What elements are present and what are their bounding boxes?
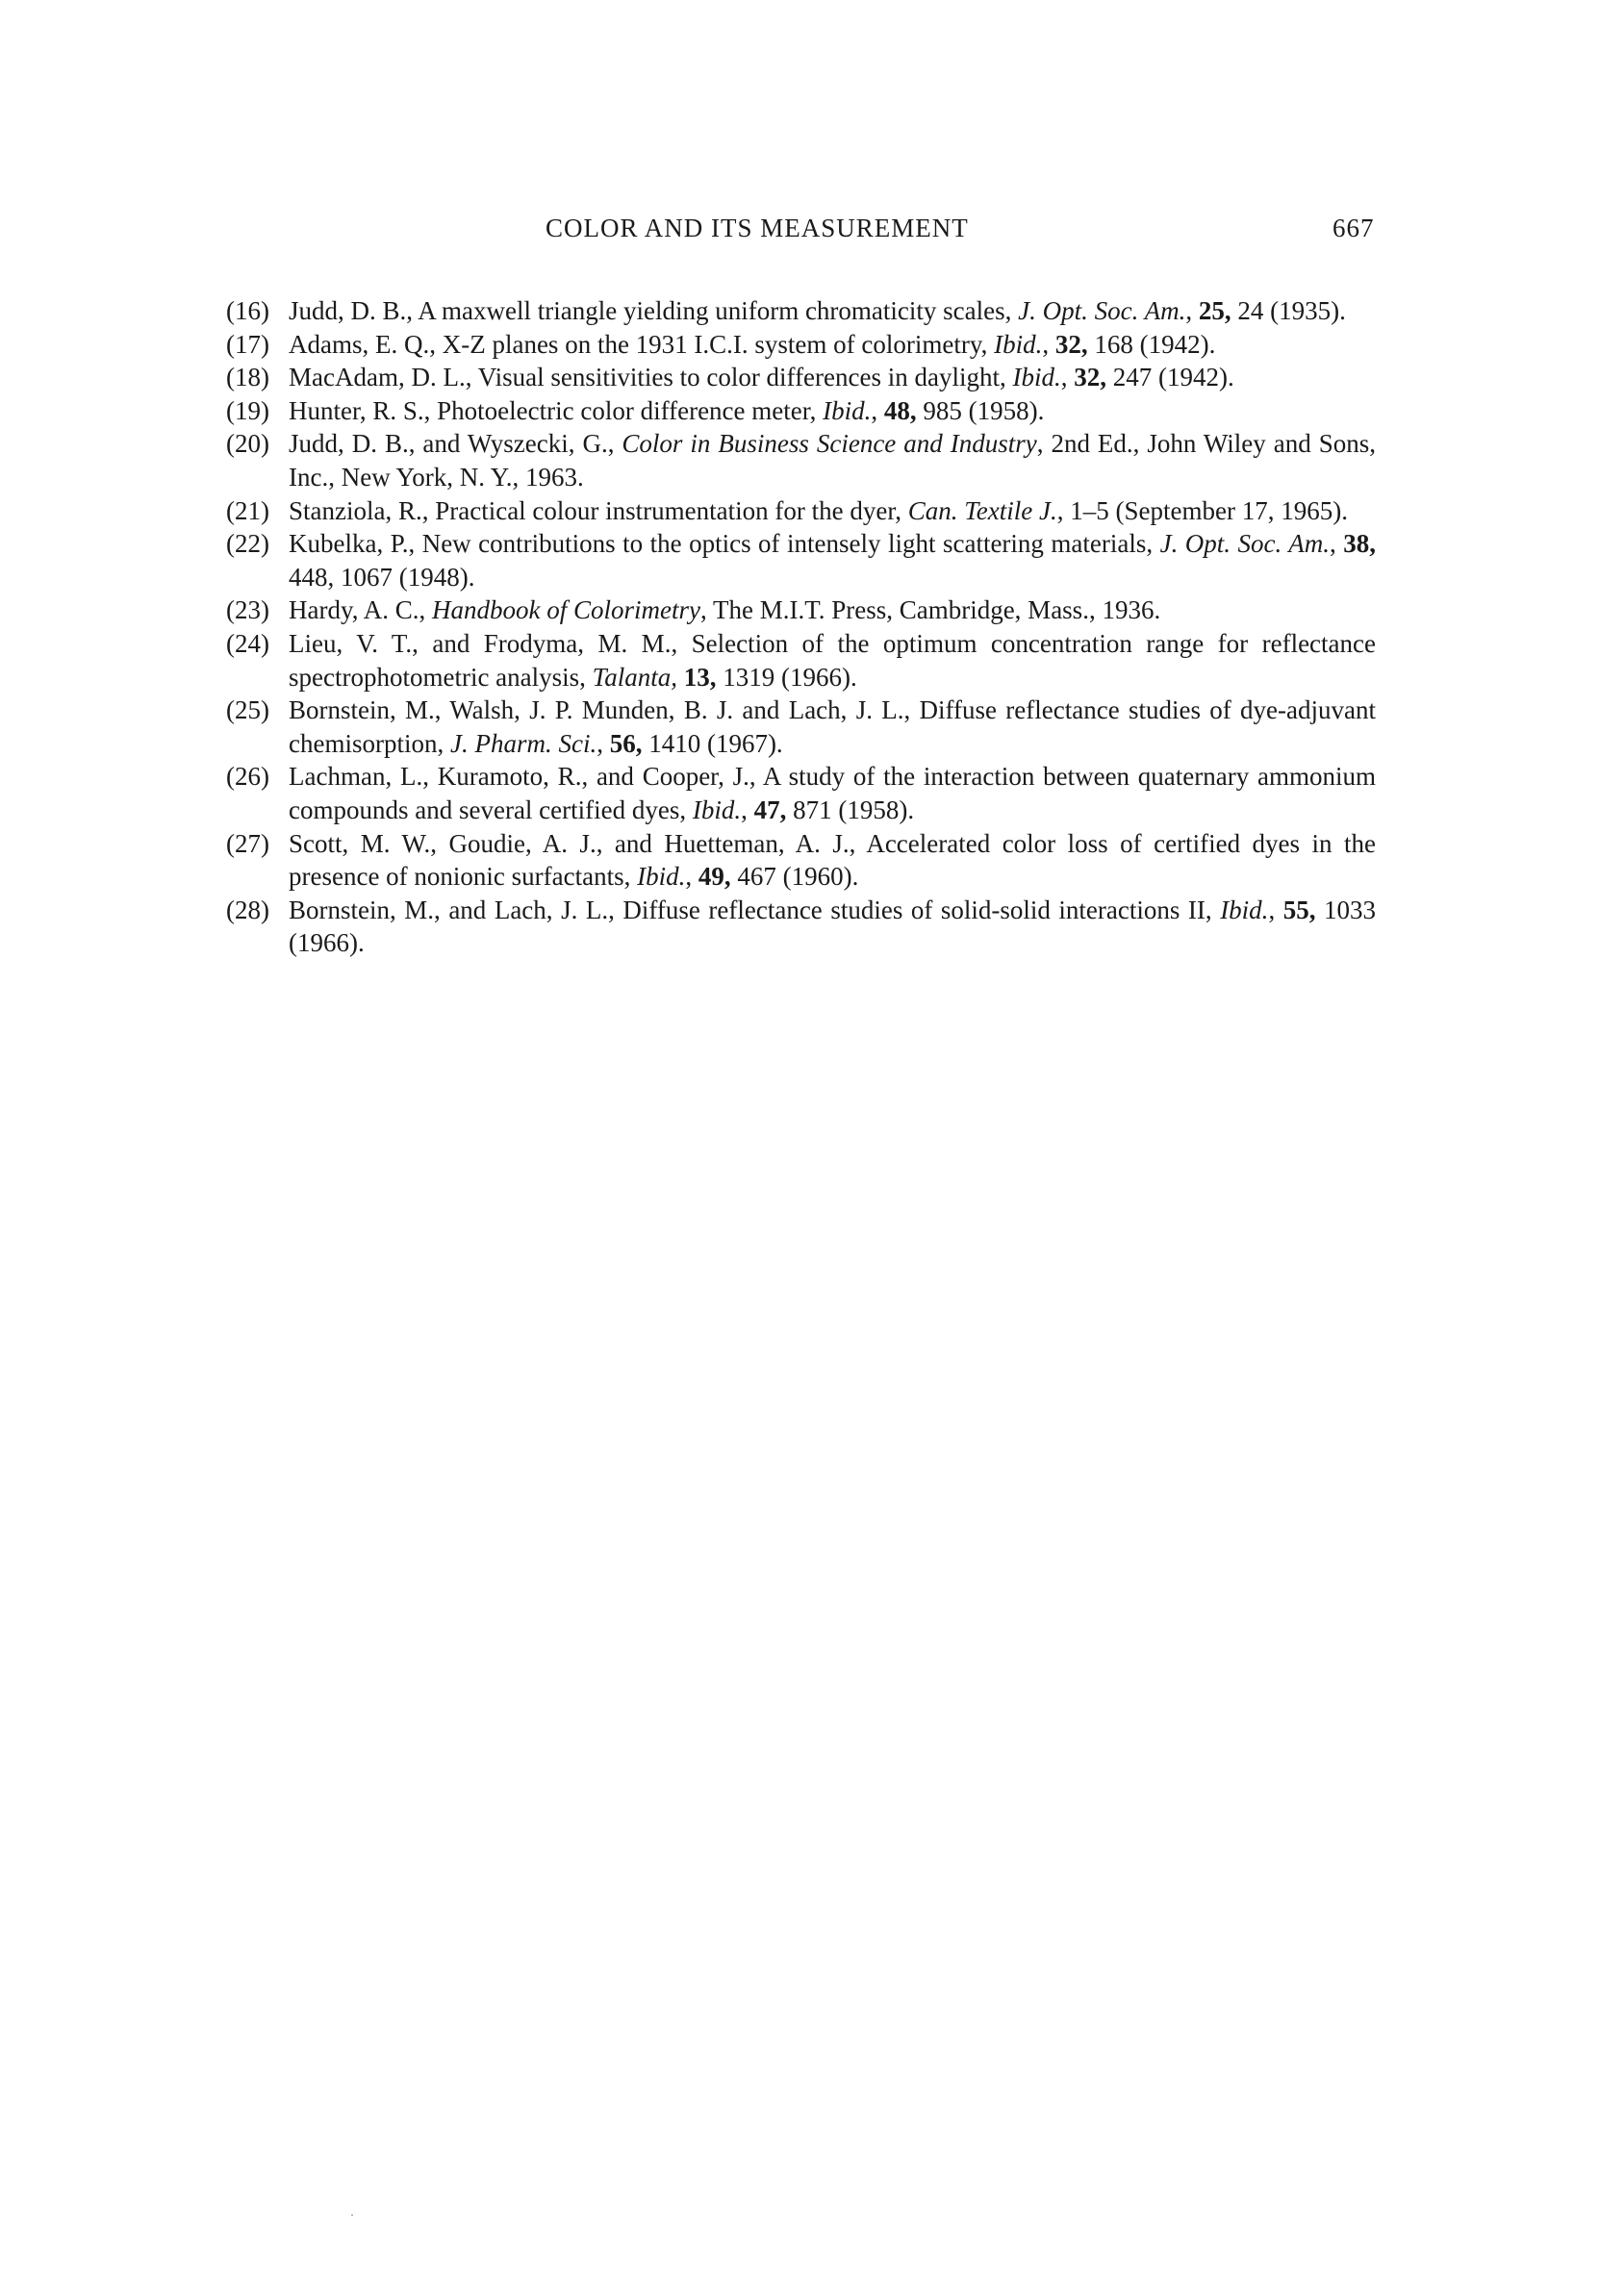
reference-text-run: 985 (1958). <box>916 395 1045 425</box>
reference-item <box>226 294 1376 328</box>
reference-italic-text: Can. Textile J. <box>907 495 1057 525</box>
reference-number: (26) <box>226 762 269 792</box>
reference-text-run: Adams, E. Q., X-Z planes on the 1931 I.C.I. system of colorimetry, <box>289 329 995 359</box>
reference-text-run: MacAdam, D. L., Visual sensitivities to color differences in daylight, <box>289 363 1013 392</box>
reference-number: (20) <box>226 429 269 459</box>
reference-text-run: Bornstein, M., and Lach, J. L., Diffuse reflectance studies of solid-solid interactions II, <box>289 895 1221 924</box>
reference-number: (24) <box>226 628 269 658</box>
reference-text-run: Stanziola, R., Practical colour instrumentation for the dyer, <box>289 495 908 525</box>
reference-text-run: Scott, M. W., Goudie, A. J., and Huetteman, A. J., Accelerated color loss of certified dyes in the presence of nonionic surfactants, <box>289 828 1376 892</box>
reference-item <box>226 627 1376 694</box>
reference-item <box>226 427 1376 493</box>
running-title: COLOR AND ITS MEASUREMENT <box>546 214 969 242</box>
reference-volume: 32, <box>1054 329 1088 359</box>
reference-text <box>289 494 1376 528</box>
reference-text-run: 467 (1960). <box>730 862 859 892</box>
reference-italic-text: Ibid. <box>692 795 742 824</box>
reference-text-run: Hardy, A. C., <box>289 595 432 625</box>
reference-item <box>226 527 1376 593</box>
reference-text <box>289 894 1376 960</box>
reference-italic-text: Color in Business Science and Industry <box>622 429 1037 459</box>
reference-text-run: , <box>596 728 610 758</box>
reference-text <box>289 394 1376 428</box>
reference-text-run: , <box>871 395 884 425</box>
scan-speck <box>351 2214 353 2216</box>
reference-text <box>289 427 1376 493</box>
reference-text-run: , <box>1185 296 1199 325</box>
reference-text <box>289 527 1376 593</box>
reference-item <box>226 361 1376 394</box>
reference-volume: 55, <box>1282 895 1316 924</box>
running-head <box>0 214 1599 252</box>
reference-italic-text: Ibid. <box>994 329 1043 359</box>
reference-text-run: , <box>685 862 698 892</box>
reference-text-run: 247 (1942). <box>1105 363 1234 392</box>
reference-text-run: 24 (1935). <box>1231 296 1346 325</box>
reference-item <box>226 394 1376 428</box>
reference-item <box>226 894 1376 960</box>
reference-text <box>289 328 1376 362</box>
reference-text-run: 168 (1942). <box>1087 329 1216 359</box>
reference-volume: 25, <box>1198 296 1231 325</box>
reference-text-run: Hunter, R. S., Photoelectric color difference meter, <box>289 395 824 425</box>
reference-text-run: , <box>1060 363 1075 392</box>
reference-item <box>226 494 1376 528</box>
reference-italic-text: Handbook of Colorimetry <box>432 595 700 625</box>
reference-text-run: Judd, D. B., and Wyszecki, G., <box>289 429 622 459</box>
reference-number: (21) <box>226 495 269 525</box>
reference-text-run: 871 (1958). <box>786 795 915 824</box>
reference-italic-text: Ibid. <box>1220 895 1269 924</box>
reference-number: (25) <box>226 695 269 725</box>
reference-volume: 13, <box>683 662 717 692</box>
reference-number: (28) <box>226 895 269 924</box>
reference-italic-text: Talanta, <box>592 662 677 692</box>
reference-text-run: Lachman, L., Kuramoto, R., and Cooper, J., A study of the interaction between quaternary ammonium compounds and several certified dyes, <box>289 762 1376 824</box>
reference-item <box>226 593 1376 627</box>
reference-number: (17) <box>226 329 269 359</box>
reference-volume: 48, <box>883 395 917 425</box>
reference-text <box>289 627 1376 694</box>
page-number: 667 <box>1332 214 1375 242</box>
reference-italic-text: Ibid. <box>637 862 686 892</box>
reference-number: (19) <box>226 395 269 425</box>
reference-text <box>289 694 1376 760</box>
reference-number: (18) <box>226 363 269 392</box>
reference-volume: 38, <box>1343 529 1376 559</box>
reference-number: (16) <box>226 296 269 325</box>
reference-text-run: 1319 (1966). <box>716 662 857 692</box>
reference-volume: 47, <box>753 795 787 824</box>
reference-text-run: , The M.I.T. Press, Cambridge, Mass., 1936. <box>699 595 1161 625</box>
reference-italic-text: J. Opt. Soc. Am. <box>1159 529 1331 559</box>
reference-list <box>226 294 1376 960</box>
reference-volume: 56, <box>609 728 643 758</box>
reference-item <box>226 827 1376 894</box>
reference-text <box>289 760 1376 826</box>
reference-text-run: Lieu, V. T., and Frodyma, M. M., Selection of the optimum concentration range for reflectance spectrophotometric analysis, <box>289 628 1376 692</box>
reference-volume: 49, <box>698 862 731 892</box>
reference-text-run: , <box>741 795 754 824</box>
reference-text-run: 1410 (1967). <box>642 728 783 758</box>
reference-item <box>226 760 1376 826</box>
reference-text-run: , 1–5 (September 17, 1965). <box>1056 495 1348 525</box>
reference-number: (27) <box>226 828 269 858</box>
reference-text <box>289 593 1376 627</box>
reference-text-run: , <box>1330 529 1344 559</box>
reference-italic-text: Ibid. <box>1012 363 1061 392</box>
reference-italic-text: Ibid. <box>823 395 872 425</box>
reference-italic-text: J. Pharm. Sci. <box>449 728 597 758</box>
reference-item <box>226 694 1376 760</box>
reference-text-run: Kubelka, P., New contributions to the optics of intensely light scattering materials, <box>289 529 1160 559</box>
reference-number: (22) <box>226 529 269 559</box>
reference-text-run: 448, 1067 (1948). <box>289 562 475 592</box>
reference-text <box>289 294 1376 328</box>
reference-text-run: , 2nd Ed., John Wiley and Sons, Inc., New York, N. Y., 1963. <box>289 429 1376 492</box>
reference-text <box>289 361 1376 394</box>
reference-number: (23) <box>226 595 269 625</box>
reference-text-run: 1033 (1966). <box>289 895 1377 958</box>
reference-volume: 32, <box>1074 363 1106 392</box>
reference-text-run: , <box>1042 329 1055 359</box>
reference-text-run <box>677 663 684 692</box>
reference-text-run: Judd, D. B., A maxwell triangle yielding uniform chromaticity scales, <box>289 296 1019 325</box>
reference-text-run: Bornstein, M., Walsh, J. P. Munden, B. J. and Lach, J. L., Diffuse reflectance studies of dye-adjuvant chemisorption, <box>289 695 1376 758</box>
reference-item <box>226 328 1376 362</box>
reference-text <box>289 827 1376 894</box>
reference-italic-text: J. Opt. Soc. Am. <box>1018 296 1186 325</box>
reference-text-run: , <box>1268 895 1283 924</box>
